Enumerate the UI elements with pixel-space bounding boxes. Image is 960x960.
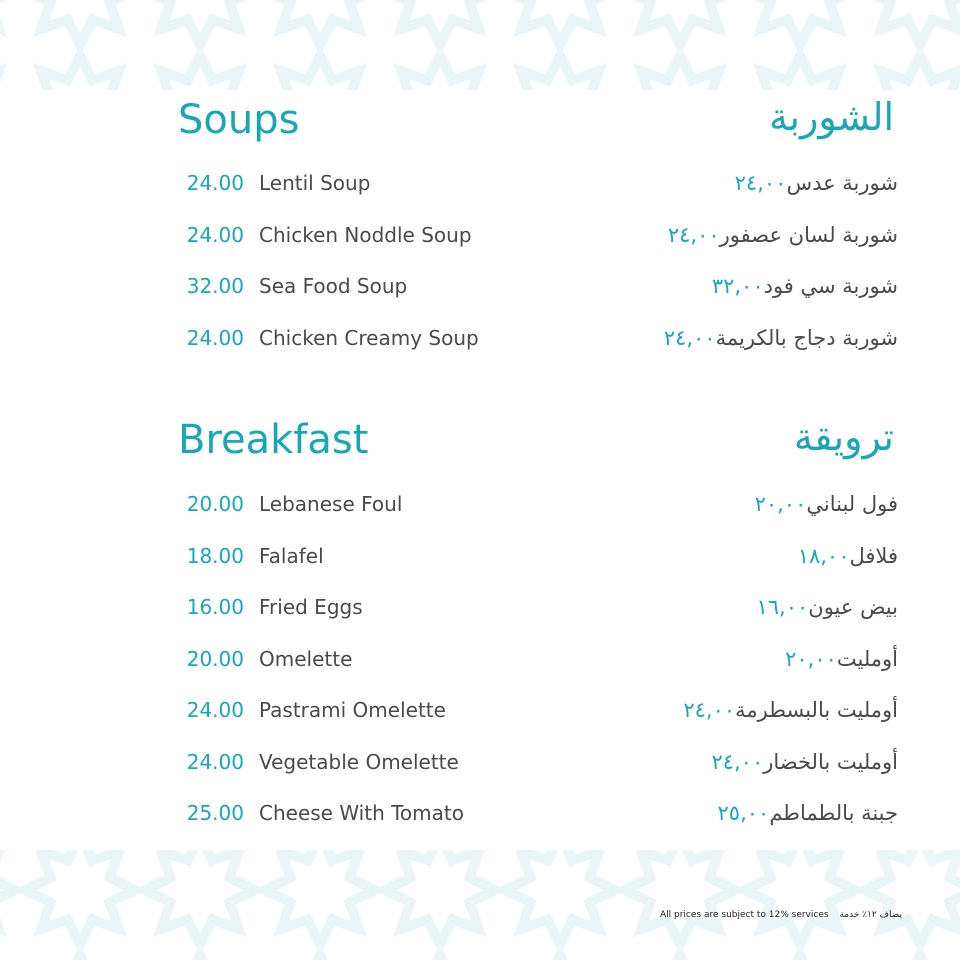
pattern-star	[145, 55, 255, 90]
bottom-decorative-pattern	[0, 850, 960, 960]
item-name-ar: أومليت بالخضار	[763, 749, 898, 774]
price-ar: ٢٥,٠٠	[717, 801, 770, 825]
menu-item-row	[0, 271, 960, 301]
price-ar: ٢٤,٠٠	[734, 171, 787, 195]
pattern-star	[865, 0, 960, 45]
pattern-star	[25, 850, 135, 945]
arabic-item	[773, 644, 898, 674]
price-ar: ٢٤,٠٠	[711, 749, 764, 774]
pattern-star	[745, 955, 855, 960]
service-charge-note	[660, 908, 902, 922]
price-en: 24.00	[186, 171, 244, 195]
menu-item-row	[0, 220, 960, 250]
pattern-star	[625, 55, 735, 90]
menu-item-row	[0, 168, 960, 198]
pattern-star	[505, 850, 615, 945]
pattern-star	[625, 850, 735, 945]
price-ar: ٢٤,٠٠	[667, 222, 720, 247]
arabic-item	[700, 271, 898, 301]
item-name-ar: جبنة بالطماطم	[769, 801, 898, 825]
menu-item-row	[0, 644, 960, 674]
price-ar: ١٨,٠٠	[797, 543, 850, 568]
price-en: 24.00	[186, 222, 244, 247]
arabic-item	[656, 220, 898, 250]
pattern-star	[145, 850, 255, 945]
pattern-star	[745, 850, 855, 945]
pattern-star	[0, 0, 15, 45]
menu-item-row	[0, 592, 960, 622]
pattern-star	[145, 0, 255, 45]
menu-item-row	[0, 489, 960, 519]
pattern-star	[145, 955, 255, 960]
menu-item-row	[0, 695, 960, 725]
pattern-star	[25, 55, 135, 90]
item-name-en: Falafel	[259, 543, 324, 568]
item-name-en: Lebanese Foul	[259, 492, 403, 516]
item-name-ar: شوربة سي فود	[763, 274, 898, 298]
breakfast-title-en: Breakfast	[178, 417, 369, 463]
item-name-ar: شوربة دجاج بالكريمة	[715, 325, 898, 350]
price-en: 24.00	[186, 325, 244, 350]
service-charge-note-ar: يضاف ١٢٪ خدمة	[839, 910, 902, 920]
arabic-item	[652, 323, 898, 353]
pattern-star	[0, 55, 15, 90]
item-name-en: Omelette	[259, 646, 353, 671]
item-name-ar: بيض عيون	[808, 595, 898, 619]
price-ar: ٢٠,٠٠	[785, 646, 837, 671]
arabic-item	[699, 747, 898, 777]
pattern-star	[265, 955, 375, 960]
item-name-ar: فول لبناني	[806, 492, 898, 516]
item-name-en: Vegetable Omelette	[259, 749, 459, 774]
pattern-star	[865, 55, 960, 90]
item-name-en: Sea Food Soup	[259, 274, 408, 298]
price-ar: ٢٤,٠٠	[683, 698, 736, 722]
arabic-item	[723, 168, 898, 198]
pattern-star	[505, 0, 615, 45]
breakfast-title-ar: ترويقة	[793, 415, 894, 459]
arabic-item	[671, 695, 898, 725]
pattern-star	[265, 55, 375, 90]
price-en: 24.00	[186, 698, 244, 722]
soups-title-en: Soups	[178, 97, 300, 143]
pattern-star	[745, 55, 855, 90]
pattern-star	[745, 0, 855, 45]
price-en: 20.00	[186, 646, 244, 671]
soups-title-ar: الشوربة	[769, 95, 894, 139]
pattern-star	[385, 850, 495, 945]
item-name-ar: أومليت بالبسطرمة	[735, 698, 898, 722]
price-ar: ٢٤,٠٠	[663, 325, 716, 350]
pattern-star	[385, 55, 495, 90]
arabic-item	[744, 592, 898, 622]
pattern-star	[0, 955, 15, 960]
menu-item-row	[0, 747, 960, 777]
pattern-star	[25, 955, 135, 960]
pattern-star	[265, 0, 375, 45]
pattern-star	[25, 0, 135, 45]
pattern-star	[0, 850, 15, 945]
price-ar: ٢٠,٠٠	[754, 492, 807, 516]
menu-item-row	[0, 323, 960, 353]
pattern-star	[865, 850, 960, 945]
item-name-en: Chicken Creamy Soup	[259, 325, 479, 350]
pattern-star	[865, 955, 960, 960]
top-decorative-pattern	[0, 0, 960, 90]
pattern-star	[265, 850, 375, 945]
item-name-en: Fried Eggs	[259, 595, 363, 619]
item-name-en: Chicken Noddle Soup	[259, 222, 472, 247]
price-en: 20.00	[186, 492, 244, 516]
item-name-en: Cheese With Tomato	[259, 801, 464, 825]
pattern-star	[505, 955, 615, 960]
service-charge-note-en: All prices are subject to 12% services	[660, 910, 829, 920]
item-name-ar: شوربة لسان عصفور	[719, 222, 898, 247]
price-ar: ٣٢,٠٠	[711, 274, 764, 298]
price-en: 18.00	[186, 543, 244, 568]
item-name-ar: أومليت	[836, 646, 898, 671]
item-name-en: Lentil Soup	[259, 171, 371, 195]
pattern-star	[505, 55, 615, 90]
menu-item-row	[0, 798, 960, 828]
item-name-en: Pastrami Omelette	[259, 698, 446, 722]
arabic-item	[706, 798, 898, 828]
pattern-star	[385, 955, 495, 960]
price-en: 16.00	[186, 595, 244, 619]
price-en: 25.00	[186, 801, 244, 825]
pattern-star	[625, 0, 735, 45]
price-en: 24.00	[186, 749, 244, 774]
arabic-item	[786, 541, 898, 571]
arabic-item	[743, 489, 898, 519]
menu-item-row	[0, 541, 960, 571]
pattern-star	[625, 955, 735, 960]
item-name-ar: فلافل	[849, 543, 898, 568]
price-en: 32.00	[186, 274, 244, 298]
item-name-ar: شوربة عدس	[786, 171, 898, 195]
price-ar: ١٦,٠٠	[756, 595, 809, 619]
pattern-star	[385, 0, 495, 45]
